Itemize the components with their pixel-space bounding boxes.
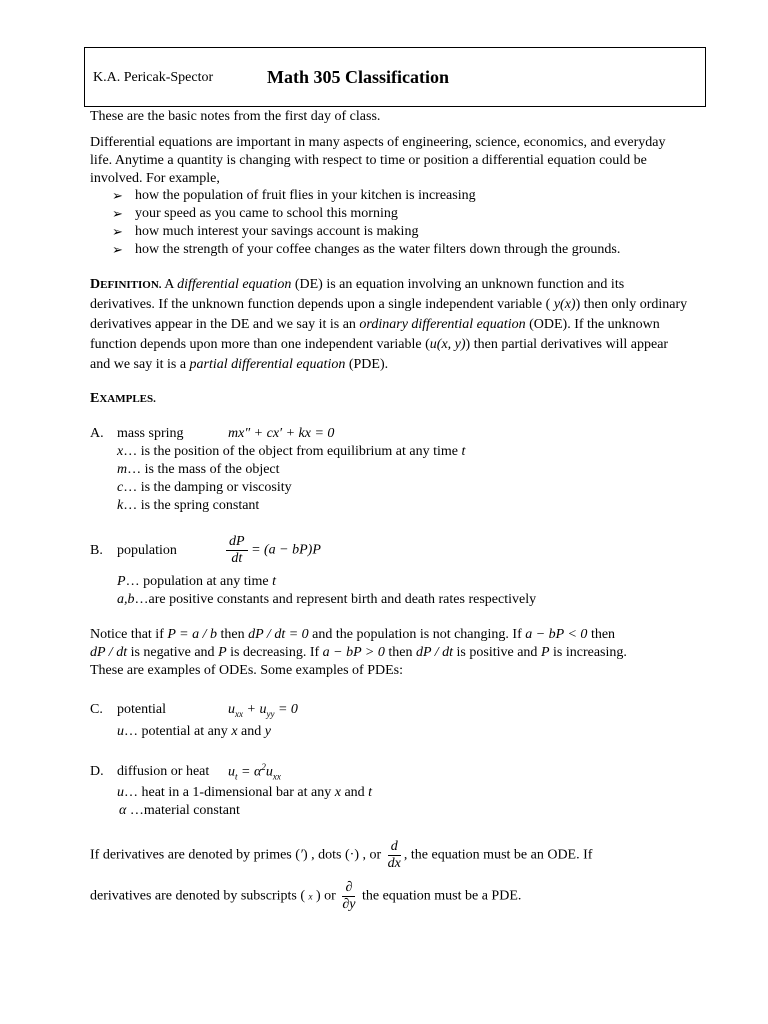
term-pde: partial differential equation	[189, 357, 346, 372]
intro-paragraph: Differential equations are important in many aspects of engineering, science, economics, and everyday life. Anytime a quantity is changing with respect to time or position a differential equation could be involved. For example,	[90, 135, 666, 186]
heading-rest: XAMPLES.	[99, 393, 156, 405]
var-desc: … is the position of the object from equilibrium at any time	[123, 444, 462, 459]
definition-text: (DE) is an equation involving an unknown function and its derivatives. If the unknown function depends upon a single independent variable (	[90, 277, 625, 312]
definition-text: ) then only ordinary derivatives appear in the DE and we say it is an	[90, 297, 688, 332]
example-c-equation	[228, 702, 298, 719]
eq-subscript: xx	[272, 771, 281, 782]
notice-line-1	[90, 627, 615, 643]
fraction-numerator: d	[388, 839, 401, 856]
example-d-equation	[228, 762, 281, 781]
closing-text: ) , or	[354, 847, 385, 863]
term-ode: ordinary differential equation	[359, 317, 526, 332]
list-item: ➢ how the population of fruit flies in your kitchen is increasing	[112, 187, 620, 205]
example-a-var-m	[117, 462, 280, 478]
examples-heading	[90, 391, 156, 407]
equation-rhs: = (a − bP)P	[247, 542, 321, 558]
eq-term: α	[253, 764, 262, 780]
var-desc: and	[340, 785, 369, 800]
closing-text: If derivatives are denoted by primes (	[90, 847, 300, 863]
closing-text: ) , dots (	[302, 847, 350, 863]
closing-text: , the equation must be an ODE. If	[403, 847, 593, 863]
term-de: differential equation	[177, 277, 292, 292]
eq-superscript: 2	[261, 762, 266, 772]
notice-math: dP / dt	[415, 645, 454, 660]
notice-text: and the population is not changing. If	[308, 627, 526, 642]
example-b-equation	[226, 534, 321, 567]
fraction-denominator: dt	[231, 551, 243, 566]
var-t: t	[368, 785, 373, 800]
var-symbol: P	[117, 574, 126, 589]
header-box	[84, 47, 706, 107]
example-b-var-p	[117, 574, 276, 590]
example-a-var-k	[117, 498, 259, 514]
dot-symbol: ·	[349, 847, 355, 863]
fraction-numerator: ∂	[342, 880, 355, 897]
notice-text: is negative and	[127, 645, 219, 660]
var-symbol: u	[117, 785, 124, 800]
list-item: ➢ how the strength of your coffee changes as the water filters down through the grounds.	[112, 241, 620, 259]
definition-label-initial: D	[90, 277, 101, 292]
notice-math: P	[540, 645, 550, 660]
example-c-var-u	[117, 724, 271, 740]
var-desc: …material constant	[126, 803, 240, 818]
fraction-denominator: dx	[387, 856, 401, 871]
prime-symbol: ′	[299, 847, 303, 863]
fraction	[226, 534, 248, 567]
var-tail: t	[272, 574, 277, 589]
notice-math: a − bP < 0	[525, 627, 588, 642]
var-y: y	[264, 724, 271, 739]
var-desc: … is the spring constant	[123, 498, 260, 513]
var-desc: and	[237, 724, 265, 739]
fraction-d-dx	[385, 839, 404, 872]
var-symbol: u	[117, 724, 124, 739]
closing-text: derivatives are denoted by subscripts (	[90, 888, 309, 904]
page-title: Math 305 Classification	[267, 67, 449, 87]
eq-subscript: xx	[235, 708, 243, 719]
var-symbol: c	[117, 480, 124, 495]
notice-text: then	[587, 627, 616, 642]
list-item: ➢ your speed as you came to school this morning	[112, 205, 620, 223]
example-c-name: potential	[117, 702, 166, 717]
example-a-equation: mx″ + cx′ + kx = 0	[228, 426, 335, 441]
eq-term: u	[228, 702, 235, 717]
var-tail: t	[461, 444, 466, 459]
var-desc: … is the damping or viscosity	[123, 480, 292, 495]
fraction-denominator: ∂y	[342, 897, 356, 912]
closing-text: ) or	[312, 888, 340, 904]
notice-text: is positive and	[453, 645, 541, 660]
var-desc: …are positive constants and represent birth and death rates respectively	[134, 592, 537, 607]
notice-math: P	[218, 645, 227, 660]
notice-math: dP / dt	[90, 645, 128, 660]
example-b-name: population	[117, 543, 177, 558]
definition-text: ) then partial derivatives will appear and we say it is a	[90, 337, 669, 372]
definition-text: A	[161, 277, 178, 292]
var-desc: … heat in a 1-dimensional bar at any	[124, 785, 335, 800]
var-symbol: α	[119, 803, 127, 818]
example-c-label: C.	[90, 702, 103, 717]
example-a-label: A.	[90, 426, 104, 441]
example-b-label: B.	[90, 543, 103, 558]
eq-subscript: yy	[266, 708, 275, 719]
notice-line-2	[90, 645, 627, 661]
definition-label-rest: EFINITION.	[100, 279, 162, 291]
notice-text: Notice that if	[90, 627, 168, 642]
notice-text: then	[217, 627, 249, 642]
var-x: x	[231, 724, 238, 739]
var-symbol: k	[117, 498, 124, 513]
list-item: ➢ how much interest your savings account is making	[112, 223, 620, 241]
var-symbol: m	[117, 462, 128, 477]
author: K.A. Pericak-Spector	[93, 70, 214, 85]
definition-paragraph	[90, 275, 690, 375]
eq-rhs: = 0	[274, 702, 298, 717]
notice-line-3: These are examples of ODEs. Some examples of PDEs:	[90, 663, 403, 678]
fraction-numerator: dP	[226, 534, 248, 551]
eq-term: u	[265, 764, 273, 780]
var-symbol: a,b	[117, 592, 135, 607]
notice-text: is decreasing. If	[226, 645, 323, 660]
intro-line: These are the basic notes from the first day of class.	[90, 109, 381, 124]
var-desc: … population at any time	[125, 574, 273, 589]
eq-term: u	[228, 764, 235, 780]
eq-term: u	[259, 702, 267, 717]
example-a-var-c	[117, 480, 292, 496]
eq-op: +	[243, 702, 260, 717]
var-x: x	[334, 785, 341, 800]
heading-initial: E	[90, 391, 100, 406]
closing-line-1	[90, 839, 592, 872]
example-b-var-ab	[117, 592, 536, 608]
var-desc: … potential at any	[124, 724, 232, 739]
definition-text: (PDE).	[345, 357, 389, 372]
notice-text: then	[384, 645, 416, 660]
eq-subscript: t	[235, 771, 238, 782]
closing-text: the equation must be a PDE.	[358, 888, 522, 904]
example-bullets	[112, 187, 620, 259]
notice-math: P = a / b	[167, 627, 218, 642]
fraction-partial-dy	[339, 880, 358, 913]
example-a-var-x	[117, 444, 465, 460]
closing-line-2	[90, 880, 521, 913]
example-d-name: diffusion or heat	[117, 764, 210, 779]
definition-text: (ODE). If the unknown function depends upon more than one independent variable (	[90, 317, 660, 352]
notice-math: dP / dt = 0	[248, 627, 309, 642]
example-a-name: mass spring	[117, 426, 184, 441]
example-d-label: D.	[90, 764, 104, 779]
math-uxy: u(x, y)	[429, 337, 466, 352]
notice-text: is increasing.	[549, 645, 627, 660]
subscript-symbol: x	[308, 891, 313, 902]
math-yx: y(x)	[553, 297, 576, 312]
notice-math: a − bP > 0	[322, 645, 385, 660]
var-desc: … is the mass of the object	[127, 462, 280, 477]
example-d-var-u	[117, 785, 372, 801]
example-d-var-alpha	[119, 803, 240, 819]
var-symbol: x	[117, 444, 124, 459]
eq-op: =	[237, 764, 254, 780]
